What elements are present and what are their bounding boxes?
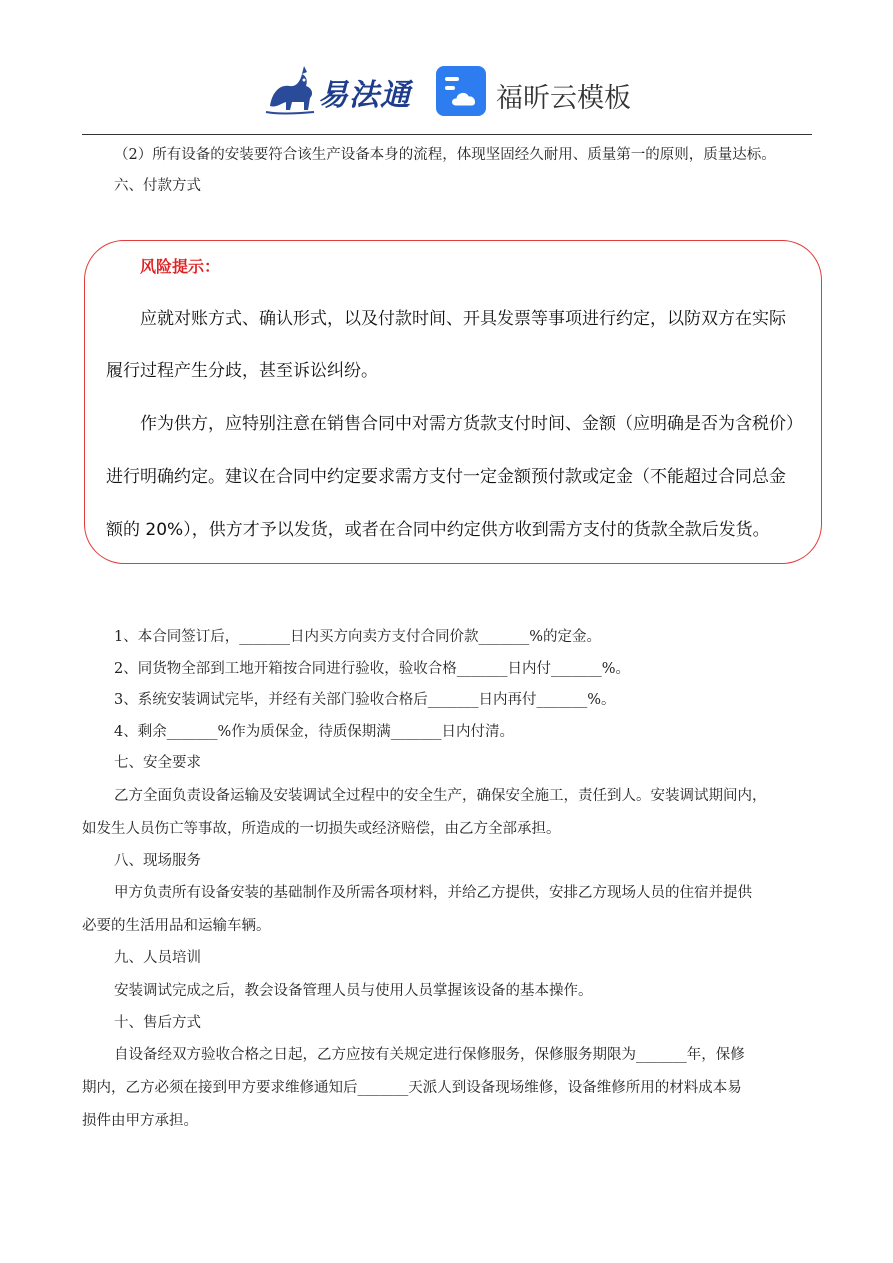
safety-text: 乙方全面负责设备运输及安装调试全过程中的安全生产，确保安全施工，责任到人。安装调试期间内， — [114, 788, 767, 804]
risk-text-line: 作为供方，应特别注意在销售合同中对需方货款支付时间、金额（应明确是否为含税价） — [140, 414, 803, 434]
training-text: 安装调试完成之后，教会设备管理人员与使用人员掌握该设备的基本操作。 — [114, 983, 593, 999]
payment-clause-3: 3、系统安装调试完毕，并经有关部门验收合格后_______日内再付_______%。 — [114, 692, 616, 708]
fuxin-logo — [436, 64, 636, 118]
aftersales-text: 自设备经双方验收合格之日起，乙方应按有关规定进行保修服务，保修服务期限为_______年，保修 — [114, 1047, 745, 1063]
onsite-text: 必要的生活用品和运输车辆。 — [82, 918, 271, 934]
logo2-text: 福昕云模板 — [496, 83, 631, 114]
logo1-text: 易法通 — [318, 78, 411, 113]
safety-text: 如发生人员伤亡等事故，所造成的一切损失或经济赔偿，由乙方全部承担。 — [82, 821, 561, 837]
section-heading-onsite: 八、现场服务 — [114, 853, 201, 869]
cloud-doc-icon — [436, 66, 486, 116]
install-requirement: （2）所有设备的安装要符合该生产设备本身的流程，体现坚固经久耐用、质量第一的原则，质量达标。 — [114, 147, 776, 163]
header-divider — [82, 134, 812, 135]
section-heading-aftersales: 十、售后方式 — [114, 1015, 201, 1031]
risk-notice-box — [84, 240, 822, 564]
aftersales-text: 期内，乙方必须在接到甲方要求维修通知后_______天派人到设备现场维修，设备维修所用的材料成本易 — [82, 1080, 742, 1096]
section-heading-safety: 七、安全要求 — [114, 755, 201, 771]
onsite-text: 甲方负责所有设备安装的基础制作及所需各项材料，并给乙方提供，安排乙方现场人员的住宿并提供 — [114, 885, 752, 901]
risk-text-line: 额的 20%），供方才予以发货，或者在合同中约定供方收到需方支付的货款全款后发货。 — [106, 520, 770, 540]
risk-text-line: 进行明确约定。建议在合同中约定要求需方支付一定金额预付款或定金（不能超过合同总金 — [106, 467, 786, 487]
payment-clause-1: 1、本合同签订后，_______日内买方向卖方支付合同价款_______%的定金。 — [114, 629, 602, 645]
section-heading-training: 九、人员培训 — [114, 950, 201, 966]
aftersales-text: 损件由甲方承担。 — [82, 1113, 198, 1129]
risk-text-line: 应就对账方式、确认形式，以及付款时间、开具发票等事项进行约定，以防双方在实际 — [140, 309, 786, 329]
risk-text-line: 履行过程产生分歧，甚至诉讼纠纷。 — [106, 361, 378, 381]
section-heading-payment: 六、付款方式 — [114, 178, 201, 194]
risk-notice-title: 风险提示： — [140, 257, 221, 276]
payment-clause-2: 2、同货物全部到工地开箱按合同进行验收，验收合格_______日内付_______%。 — [114, 661, 631, 677]
qilin-icon — [262, 62, 318, 118]
document-header — [0, 58, 893, 128]
payment-clause-4: 4、剩余_______%作为质保金，待质保期满_______日内付清。 — [114, 724, 515, 740]
yifatong-logo — [262, 62, 422, 118]
